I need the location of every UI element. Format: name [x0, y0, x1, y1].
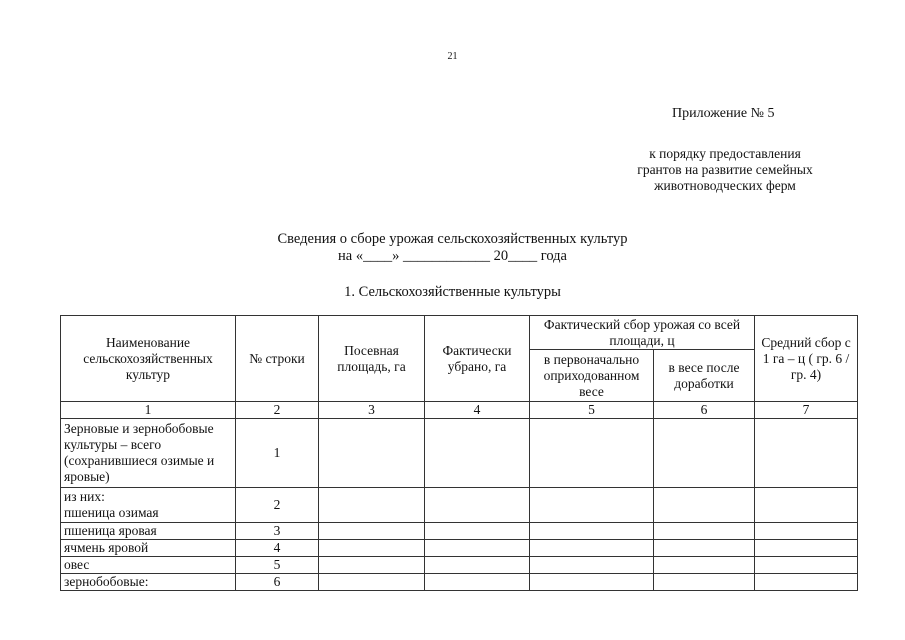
harvested-area-cell[interactable] — [425, 540, 530, 557]
sown-area-cell[interactable] — [319, 540, 425, 557]
harvested-area-cell[interactable] — [425, 419, 530, 488]
after-processing-cell[interactable] — [654, 574, 755, 591]
appendix-subtitle-line: животноводческих ферм — [654, 178, 796, 193]
crop-name-cell: Зерновые и зернобобовые культуры – всего (сохранившиеся озимые и яровые) — [61, 419, 236, 488]
header-crop-name: Наименование сельскохозяйственных культур — [61, 316, 236, 402]
row-number-cell: 3 — [236, 523, 319, 540]
header-harvested-area: Фактически убрано, га — [425, 316, 530, 402]
column-number-row — [61, 402, 858, 419]
table-row — [61, 419, 858, 488]
after-processing-cell[interactable] — [654, 540, 755, 557]
header-actual-yield: Фактический сбор урожая со всей площади, ц — [530, 316, 755, 350]
sown-area-cell[interactable] — [319, 419, 425, 488]
column-number: 3 — [319, 402, 425, 419]
harvested-area-cell[interactable] — [425, 523, 530, 540]
header-average-yield: Средний сбор с 1 га – ц ( гр. 6 / гр. 4) — [755, 316, 858, 402]
row-number-cell: 1 — [236, 419, 319, 488]
header-sown-area: Посевная площадь, га — [319, 316, 425, 402]
column-number: 1 — [61, 402, 236, 419]
appendix-subtitle-line: к порядку предоставления — [649, 146, 801, 161]
average-yield-cell[interactable] — [755, 574, 858, 591]
initial-weight-cell[interactable] — [530, 540, 654, 557]
header-initial-weight: в первоначально оприходованном весе — [530, 350, 654, 402]
sown-area-cell[interactable] — [319, 557, 425, 574]
document-title — [0, 231, 905, 265]
column-number: 5 — [530, 402, 654, 419]
initial-weight-cell[interactable] — [530, 523, 654, 540]
initial-weight-cell[interactable] — [530, 557, 654, 574]
column-number: 6 — [654, 402, 755, 419]
after-processing-cell[interactable] — [654, 523, 755, 540]
column-number: 2 — [236, 402, 319, 419]
crop-name-cell: из них: пшеница озимая — [61, 488, 236, 523]
average-yield-cell[interactable] — [755, 540, 858, 557]
table-row — [61, 557, 858, 574]
table-row — [61, 574, 858, 591]
average-yield-cell[interactable] — [755, 523, 858, 540]
row-number-cell: 5 — [236, 557, 319, 574]
table-row — [61, 488, 858, 523]
column-number: 4 — [425, 402, 530, 419]
crop-name-cell: овес — [61, 557, 236, 574]
sown-area-cell[interactable] — [319, 574, 425, 591]
after-processing-cell[interactable] — [654, 557, 755, 574]
crop-name-cell: зернобобовые: — [61, 574, 236, 591]
table-row — [61, 540, 858, 557]
section-title: 1. Сельскохозяйственные культуры — [344, 284, 561, 300]
initial-weight-cell[interactable] — [530, 488, 654, 523]
row-number-cell: 2 — [236, 488, 319, 523]
appendix-subtitle — [600, 146, 850, 194]
initial-weight-cell[interactable] — [530, 574, 654, 591]
sown-area-cell[interactable] — [319, 488, 425, 523]
harvested-area-cell[interactable] — [425, 574, 530, 591]
after-processing-cell[interactable] — [654, 419, 755, 488]
crop-name-cell: пшеница яровая — [61, 523, 236, 540]
average-yield-cell[interactable] — [755, 419, 858, 488]
page-number: 21 — [447, 51, 458, 62]
table-row — [61, 523, 858, 540]
appendix-title: Приложение № 5 — [672, 106, 775, 121]
harvested-area-cell[interactable] — [425, 488, 530, 523]
header-after-processing: в весе после доработки — [654, 350, 755, 402]
column-number: 7 — [755, 402, 858, 419]
document-date-line: на «____» ____________ 20____ года — [338, 248, 567, 264]
header-row-number: № строки — [236, 316, 319, 402]
average-yield-cell[interactable] — [755, 488, 858, 523]
initial-weight-cell[interactable] — [530, 419, 654, 488]
average-yield-cell[interactable] — [755, 557, 858, 574]
harvest-table — [60, 315, 858, 591]
appendix-subtitle-line: грантов на развитие семейных — [637, 162, 813, 177]
row-number-cell: 4 — [236, 540, 319, 557]
harvested-area-cell[interactable] — [425, 557, 530, 574]
row-number-cell: 6 — [236, 574, 319, 591]
document-title-line: Сведения о сборе урожая сельскохозяйственных культур — [277, 231, 628, 247]
after-processing-cell[interactable] — [654, 488, 755, 523]
crop-name-cell: ячмень яровой — [61, 540, 236, 557]
sown-area-cell[interactable] — [319, 523, 425, 540]
